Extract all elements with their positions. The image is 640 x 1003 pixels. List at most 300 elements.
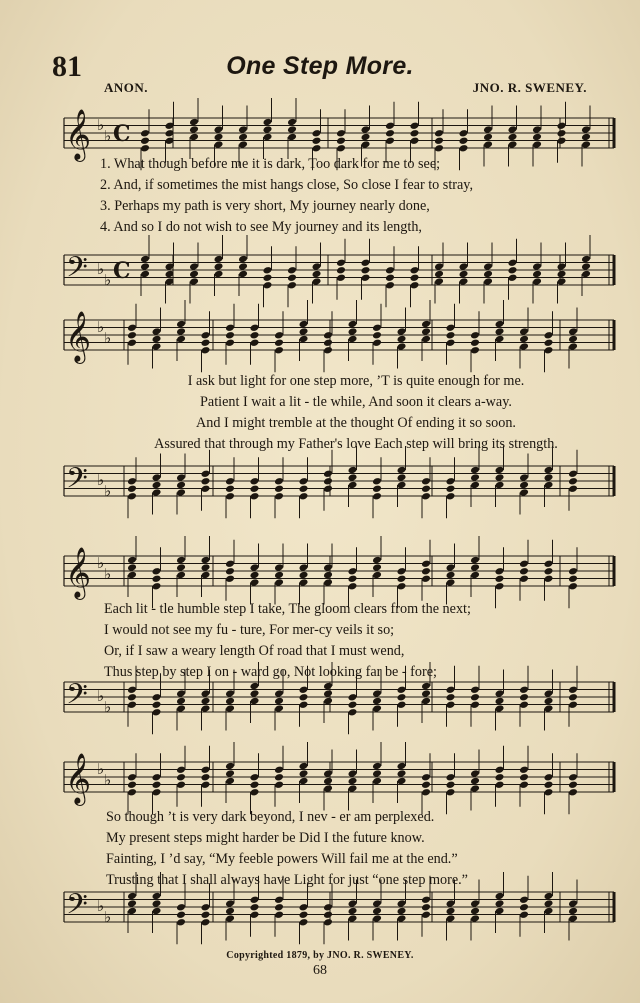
common-time-sign: C — [113, 121, 131, 147]
notehead — [250, 338, 260, 347]
notehead — [459, 277, 469, 286]
notehead — [348, 327, 358, 336]
notehead — [568, 700, 578, 709]
notehead — [176, 327, 186, 336]
notehead — [568, 693, 578, 702]
notehead — [250, 780, 260, 789]
notehead — [483, 270, 493, 279]
notehead — [361, 133, 371, 142]
notehead — [519, 780, 529, 789]
flat-sign: ♭ — [97, 318, 105, 336]
notehead — [372, 689, 382, 698]
notehead — [483, 133, 493, 142]
notehead — [421, 682, 431, 691]
notehead — [323, 784, 333, 793]
notehead — [410, 121, 420, 130]
notehead — [421, 327, 431, 336]
notehead — [459, 136, 469, 145]
notehead — [348, 473, 358, 482]
notehead — [225, 762, 235, 771]
notehead — [140, 255, 150, 264]
notehead — [459, 262, 469, 271]
notehead — [214, 125, 224, 134]
notehead — [544, 697, 554, 706]
notehead — [519, 910, 529, 919]
lyric-line: Thus step by step I on - ward go, Not looking far be - fore; — [104, 664, 437, 680]
lyric-line: Fainting, I ’d say, “My feeble powers Will fail me at the end.” — [106, 851, 458, 867]
notehead — [201, 556, 211, 565]
notehead — [250, 773, 260, 782]
notehead — [299, 335, 309, 344]
notehead — [532, 270, 542, 279]
notehead — [250, 682, 260, 691]
notehead — [421, 320, 431, 329]
notehead — [323, 689, 333, 698]
notehead — [568, 582, 578, 591]
notehead — [176, 773, 186, 782]
notehead — [470, 899, 480, 908]
notehead — [421, 477, 431, 486]
notehead — [225, 574, 235, 583]
notehead — [446, 578, 456, 587]
notehead — [238, 270, 248, 279]
notehead — [323, 477, 333, 486]
notehead — [544, 780, 554, 789]
notehead — [568, 335, 578, 344]
notehead — [495, 899, 505, 908]
notehead — [348, 320, 358, 329]
bass-clef: 𝄢 — [66, 888, 88, 928]
notehead — [176, 780, 186, 789]
notehead — [470, 556, 480, 565]
notehead — [127, 484, 137, 493]
notehead — [372, 907, 382, 916]
notehead — [274, 704, 284, 713]
notehead — [225, 492, 235, 501]
notehead — [127, 563, 137, 572]
notehead — [495, 567, 505, 576]
notehead — [225, 907, 235, 916]
notehead — [446, 484, 456, 493]
lyric-line: I would not see my fu - ture, For mer-cy veils it so; — [104, 622, 395, 638]
notehead — [274, 689, 284, 698]
notehead — [508, 266, 518, 275]
music-credit: JNO. R. SWENEY. — [472, 80, 587, 95]
notehead — [495, 697, 505, 706]
notehead — [348, 582, 358, 591]
notehead — [299, 563, 309, 572]
notehead — [263, 273, 273, 282]
notehead — [361, 266, 371, 275]
notehead — [372, 331, 382, 340]
notehead — [336, 258, 346, 267]
notehead — [201, 697, 211, 706]
notehead — [446, 338, 456, 347]
notehead — [519, 481, 529, 490]
notehead — [336, 129, 346, 138]
notehead — [250, 903, 260, 912]
notehead — [397, 342, 407, 351]
notehead — [532, 262, 542, 271]
notehead — [385, 266, 395, 275]
notehead — [225, 777, 235, 786]
notehead — [323, 331, 333, 340]
notehead — [140, 136, 150, 145]
notehead — [544, 773, 554, 782]
notehead — [323, 777, 333, 786]
notehead — [470, 769, 480, 778]
notehead — [544, 892, 554, 901]
notehead — [274, 578, 284, 587]
lyric-line: And I might tremble at the thought Of ending it so soon. — [196, 415, 516, 431]
notehead — [250, 689, 260, 698]
notehead — [312, 144, 322, 153]
notehead — [557, 270, 567, 279]
notehead — [434, 277, 444, 286]
lyric-line: Assured that through my Father's love Each step will bring its strength. — [154, 436, 558, 452]
notehead — [127, 907, 137, 916]
notehead — [519, 903, 529, 912]
notehead — [544, 689, 554, 698]
notehead — [140, 270, 150, 279]
notehead — [508, 140, 518, 149]
notehead — [274, 477, 284, 486]
notehead — [397, 914, 407, 923]
notehead — [372, 323, 382, 332]
flat-sign: ♭ — [104, 908, 112, 926]
notehead — [287, 133, 297, 142]
notehead — [176, 689, 186, 698]
notehead — [225, 697, 235, 706]
notehead — [568, 907, 578, 916]
notehead — [263, 281, 273, 290]
notehead — [470, 777, 480, 786]
notehead — [421, 492, 431, 501]
notehead — [372, 556, 382, 565]
notehead — [459, 144, 469, 153]
notehead — [348, 693, 358, 702]
notehead — [544, 466, 554, 475]
notehead — [544, 481, 554, 490]
notehead — [348, 567, 358, 576]
notehead — [397, 899, 407, 908]
notehead — [495, 574, 505, 583]
notehead — [201, 765, 211, 774]
notehead — [201, 689, 211, 698]
notehead — [225, 914, 235, 923]
notehead — [519, 895, 529, 904]
hymn-title: One Step More. — [226, 52, 414, 80]
notehead — [336, 266, 346, 275]
notehead — [434, 136, 444, 145]
flat-sign: ♭ — [104, 127, 112, 145]
notehead — [263, 125, 273, 134]
notehead — [397, 582, 407, 591]
lyric-line: 4. And so I do not wish to see My journey and its length, — [100, 219, 422, 235]
notehead — [470, 473, 480, 482]
notehead — [140, 129, 150, 138]
notehead — [519, 700, 529, 709]
notehead — [127, 892, 137, 901]
notehead — [495, 773, 505, 782]
notehead — [372, 338, 382, 347]
lyric-line: Or, if I saw a weary length Of road that I must wend, — [104, 643, 405, 659]
notehead — [323, 563, 333, 572]
notehead — [446, 477, 456, 486]
notehead — [508, 258, 518, 267]
notehead — [568, 574, 578, 583]
notehead — [225, 338, 235, 347]
notehead — [372, 477, 382, 486]
notehead — [287, 125, 297, 134]
notehead — [434, 144, 444, 153]
notehead — [201, 346, 211, 355]
notehead — [519, 488, 529, 497]
notehead — [581, 125, 591, 134]
notehead — [323, 918, 333, 927]
notehead — [581, 255, 591, 264]
notehead — [250, 563, 260, 572]
notehead — [508, 273, 518, 282]
notehead — [470, 693, 480, 702]
notehead — [385, 121, 395, 130]
notehead — [225, 769, 235, 778]
notehead — [348, 481, 358, 490]
notehead — [372, 899, 382, 908]
notehead — [372, 571, 382, 580]
notehead — [152, 327, 162, 336]
notehead — [250, 484, 260, 493]
notehead — [372, 704, 382, 713]
notehead — [470, 685, 480, 694]
notehead — [397, 777, 407, 786]
notehead — [519, 773, 529, 782]
notehead — [532, 125, 542, 134]
notehead — [372, 762, 382, 771]
notehead — [348, 907, 358, 916]
notehead — [544, 907, 554, 916]
notehead — [214, 262, 224, 271]
notehead — [127, 700, 137, 709]
notehead — [152, 335, 162, 344]
notehead — [176, 697, 186, 706]
notehead — [544, 331, 554, 340]
notehead — [495, 481, 505, 490]
notehead — [225, 323, 235, 332]
notehead — [274, 765, 284, 774]
notehead — [397, 762, 407, 771]
notehead — [176, 903, 186, 912]
notehead — [176, 571, 186, 580]
notehead — [557, 277, 567, 286]
notehead — [323, 338, 333, 347]
notehead — [299, 693, 309, 702]
notehead — [274, 484, 284, 493]
notehead — [189, 118, 199, 127]
notehead — [250, 323, 260, 332]
notehead — [557, 129, 567, 138]
notehead — [532, 277, 542, 286]
notehead — [152, 574, 162, 583]
notehead — [225, 689, 235, 698]
notehead — [544, 559, 554, 568]
notehead — [274, 697, 284, 706]
lyrics-system-4 — [106, 807, 468, 891]
notehead — [568, 788, 578, 797]
notehead — [127, 492, 137, 501]
notehead — [532, 140, 542, 149]
notehead — [434, 270, 444, 279]
notehead — [495, 582, 505, 591]
notehead — [152, 773, 162, 782]
notehead — [410, 273, 420, 282]
notehead — [459, 129, 469, 138]
notehead — [581, 133, 591, 142]
notehead — [568, 773, 578, 782]
notehead — [176, 473, 186, 482]
notehead — [336, 136, 346, 145]
notehead — [544, 788, 554, 797]
notehead — [557, 136, 567, 145]
notehead — [568, 914, 578, 923]
notehead — [225, 899, 235, 908]
notehead — [421, 903, 431, 912]
notehead — [348, 700, 358, 709]
notehead — [397, 700, 407, 709]
notehead — [470, 466, 480, 475]
notehead — [312, 277, 322, 286]
notehead — [201, 331, 211, 340]
notehead — [372, 914, 382, 923]
treble-clef: 𝄞 — [65, 753, 92, 804]
notehead — [225, 477, 235, 486]
notehead — [397, 907, 407, 916]
flat-sign: ♭ — [104, 565, 112, 583]
notehead — [189, 262, 199, 271]
notehead — [127, 685, 137, 694]
notehead — [421, 484, 431, 493]
notehead — [495, 689, 505, 698]
notehead — [361, 140, 371, 149]
notehead — [421, 780, 431, 789]
notehead — [446, 780, 456, 789]
notehead — [544, 473, 554, 482]
notehead — [225, 704, 235, 713]
notehead — [201, 918, 211, 927]
notehead — [176, 704, 186, 713]
notehead — [127, 323, 137, 332]
notehead — [323, 697, 333, 706]
notehead — [152, 708, 162, 717]
notehead — [152, 780, 162, 789]
notehead — [348, 769, 358, 778]
notehead — [299, 578, 309, 587]
flat-sign: ♭ — [104, 329, 112, 347]
notehead — [299, 777, 309, 786]
hymn-number: 81 — [52, 50, 82, 83]
flat-sign: ♭ — [97, 116, 105, 134]
notehead — [127, 773, 137, 782]
notehead — [372, 697, 382, 706]
notehead — [581, 140, 591, 149]
notehead — [201, 338, 211, 347]
notehead — [312, 136, 322, 145]
notehead — [299, 700, 309, 709]
flat-sign: ♭ — [97, 554, 105, 572]
notehead — [495, 473, 505, 482]
notehead — [323, 571, 333, 580]
notehead — [287, 273, 297, 282]
notehead — [152, 342, 162, 351]
notehead — [410, 136, 420, 145]
notehead — [470, 346, 480, 355]
notehead — [372, 563, 382, 572]
notehead — [152, 481, 162, 490]
notehead — [201, 910, 211, 919]
notehead — [470, 571, 480, 580]
lyric-line: So though ’t is very dark beyond, I nev - er am perplexed. — [106, 809, 435, 825]
notehead — [557, 262, 567, 271]
notehead — [519, 327, 529, 336]
notehead — [189, 277, 199, 286]
notehead — [299, 571, 309, 580]
notehead — [483, 262, 493, 271]
notehead — [127, 338, 137, 347]
notehead — [250, 477, 260, 486]
notehead — [323, 469, 333, 478]
notehead — [361, 273, 371, 282]
notehead — [323, 910, 333, 919]
notehead — [397, 685, 407, 694]
notehead — [152, 899, 162, 908]
notehead — [557, 121, 567, 130]
notehead — [274, 895, 284, 904]
notehead — [483, 277, 493, 286]
notehead — [201, 484, 211, 493]
lyric-line: Each lit - tle humble step I take, The gloom clears from the next; — [104, 601, 471, 617]
notehead — [312, 270, 322, 279]
flat-sign: ♭ — [97, 897, 105, 915]
notehead — [238, 133, 248, 142]
notehead — [446, 331, 456, 340]
notehead — [519, 693, 529, 702]
notehead — [568, 685, 578, 694]
notehead — [250, 697, 260, 706]
common-time-sign: C — [113, 258, 131, 284]
notehead — [274, 910, 284, 919]
notehead — [508, 125, 518, 134]
notehead — [421, 773, 431, 782]
notehead — [495, 320, 505, 329]
notehead — [274, 903, 284, 912]
notehead — [323, 578, 333, 587]
notehead — [127, 556, 137, 565]
treble-clef: 𝄞 — [65, 311, 92, 362]
notehead — [238, 140, 248, 149]
notehead — [421, 910, 431, 919]
notehead — [299, 685, 309, 694]
notehead — [348, 466, 358, 475]
notehead — [495, 704, 505, 713]
copyright-notice: Copyrighted 1879, by JNO. R. SWENEY. — [226, 950, 414, 961]
notehead — [274, 346, 284, 355]
notehead — [397, 481, 407, 490]
notehead — [544, 704, 554, 713]
notehead — [274, 492, 284, 501]
notehead — [348, 914, 358, 923]
notehead — [201, 780, 211, 789]
notehead — [385, 136, 395, 145]
